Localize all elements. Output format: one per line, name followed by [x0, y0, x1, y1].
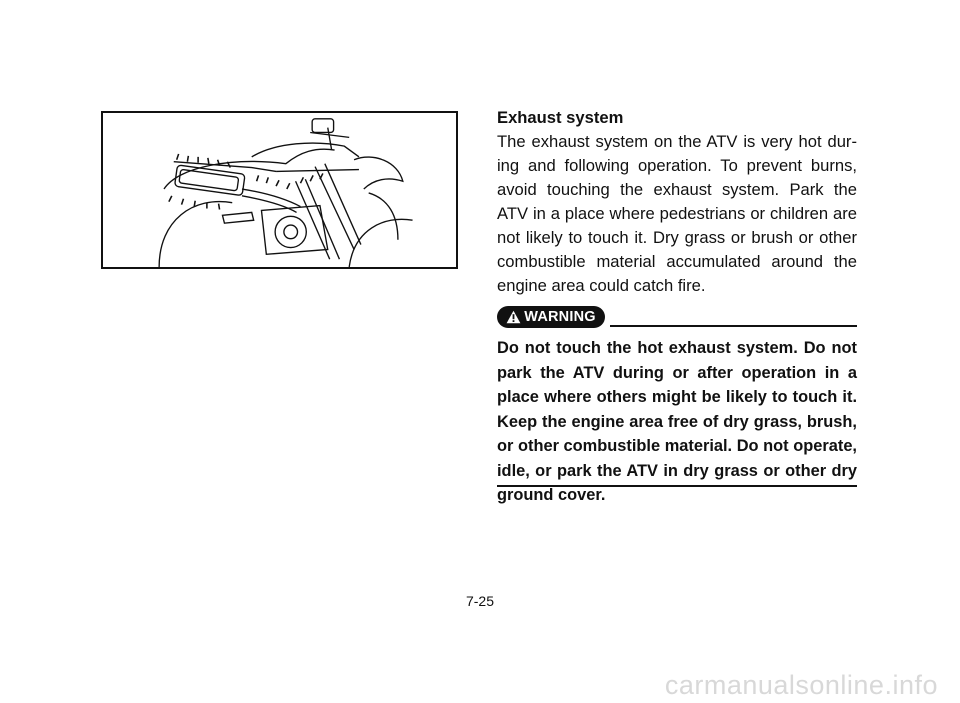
exhaust-section: [497, 106, 857, 298]
warning-end-rule: [497, 485, 857, 487]
atv-exhaust-illustration: [101, 111, 458, 269]
watermark: carmanualsonline.info: [664, 670, 938, 700]
page-number: 7-25: [465, 593, 495, 609]
section-body: The exhaust system on the ATV is very hot dur-ing and following operation. To prevent burns, avoid touching the exhaust system. Park the ATV in a place where pedestrians or children are not likely to touch it. Dry grass or brush or other combustible material accumulated around the engine area could catch fire.: [497, 132, 857, 295]
warning-header: [497, 306, 857, 328]
warning-label: WARNING: [524, 309, 596, 325]
warning-triangle-icon: [506, 310, 521, 324]
warning-badge: [497, 306, 605, 328]
atv-drawing: [103, 113, 456, 267]
warning-rule: [610, 325, 857, 327]
section-heading: Exhaust system: [497, 108, 624, 127]
warning-body: Do not touch the hot exhaust system. Do not park the ATV during or after operation in a place where others might be likely to touch it. Keep the engine area free of dry grass, brush, or other combustible material. Do not operate, idle, or park the ATV in dry grass or other dry ground cover.: [497, 339, 857, 504]
